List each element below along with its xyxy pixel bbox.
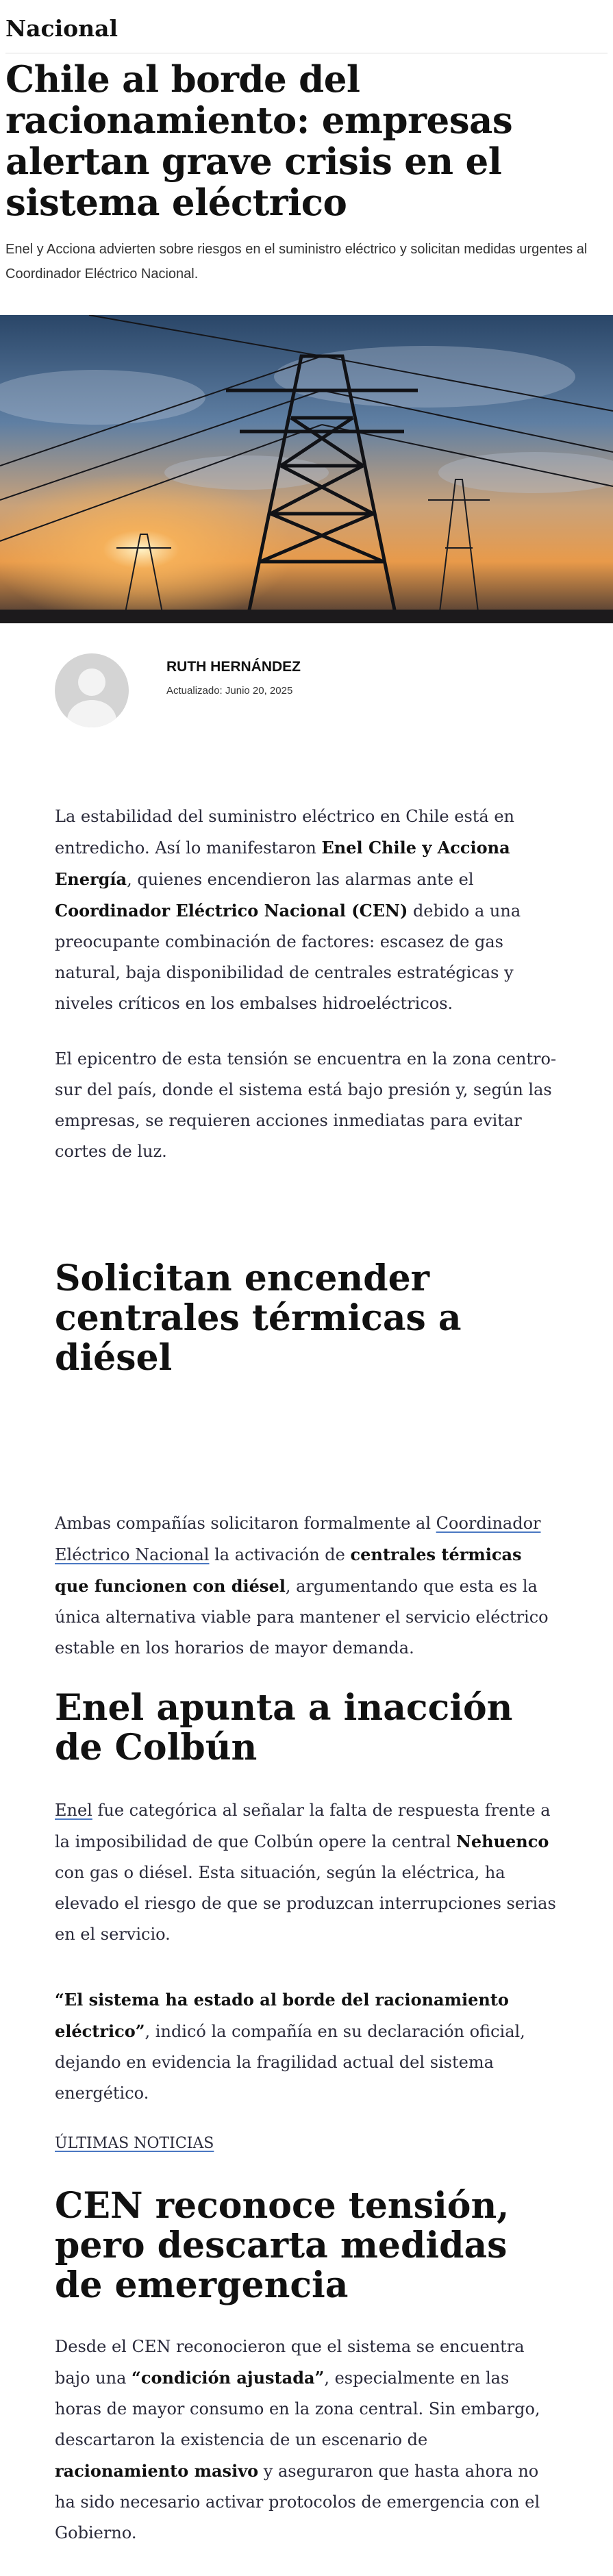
paragraph-2: El epicentro de esta tensión se encuentra en la zona centro-sur del país, donde el sistema está bajo presión y, según las empresas, se requieren acciones inmediatas para evitar cortes de luz. (55, 1049, 557, 1161)
avatar-head-shape (78, 668, 105, 696)
subheading-colbun: Enel apunta a inacción de Colbún (55, 1687, 513, 1768)
link-coordinador[interactable]: Coordinador Eléctrico Nacional (55, 1514, 541, 1564)
byline (0, 623, 613, 747)
article-body (0, 801, 613, 2549)
hero-image (0, 315, 613, 623)
avatar (55, 653, 129, 727)
bold-centrales: centrales térmicas que funcionen con diésel (55, 1545, 522, 1596)
subheading-diesel: Solicitan encender centrales térmicas a diésel (55, 1258, 462, 1379)
bold-racionamiento: racionamiento masivo (55, 2461, 259, 2481)
latest-news-link[interactable]: ÚLTIMAS NOTICIAS (55, 2135, 214, 2152)
paragraph-4: Enel fue categórica al señalar la falta de respuesta frente a la imposibilidad de que Colbún opere la central Nehuenco con gas o diésel. Esta situación, según la eléctrica, ha elevado el riesgo de que se produzcan interrupciones serias en el servicio. (55, 1801, 556, 1944)
bold-companies: Enel Chile y Acciona Energía (55, 838, 510, 889)
paragraph-1: La estabilidad del suministro eléctrico en Chile está en entredicho. Así lo manifestaron Enel Chile y Acciona Energía, quienes encendieron las alarmas ante el Coordinador Eléctrico Nacional (CEN) debido a una preocupante combinación de factores: escasez de gas natural, baja disponibilidad de centrales estratégicas y niveles críticos en los embalses hidroeléctricos. (55, 807, 521, 1013)
author-name[interactable]: RUTH HERNÁNDEZ (166, 659, 301, 675)
paragraph-6: Desde el CEN reconocieron que el sistema se encuentra bajo una “condición ajustada”, especialmente en las horas de mayor consumo en la zona central. Sin embargo, descartaron la existencia de un escenario de racionamiento masivo y aseguraron que hasta ahora no ha sido necesario activar protocolos de emergencia con el Gobierno. (55, 2337, 540, 2542)
paragraph-5-quote: “El sistema ha estado al borde del racionamiento eléctrico”, indicó la compañía en su declaración oficial, dejando en evidencia la fragilidad actual del sistema energético. (55, 1990, 525, 2103)
bold-condicion: “condición ajustada” (132, 2368, 325, 2388)
paragraph-3: Ambas compañías solicitaron formalmente al Coordinador Eléctrico Nacional la activación de centrales térmicas que funcionen con diésel, argumentando que esta es la única alternativa viable para mantener el servicio eléctrico estable en los horarios de mayor demanda. (55, 1514, 549, 1658)
section-label[interactable]: Nacional (5, 0, 608, 53)
page-title: Chile al borde del racionamiento: empresas alertan grave crisis en el sistema eléctrico (5, 58, 513, 224)
bold-nehuenco: Nehuenco (455, 1831, 549, 1851)
bold-cen: Coordinador Eléctrico Nacional (CEN) (55, 901, 408, 921)
avatar-body-shape (67, 700, 116, 727)
subheading-cen: CEN reconoce tensión, pero descarta medidas de emergencia (55, 2185, 510, 2306)
updated-date: Actualizado: Junio 20, 2025 (166, 685, 293, 697)
article-header (0, 0, 613, 286)
article-dek: Enel y Acciona advierten sobre riesgos en el suministro eléctrico y solicitan medidas urgentes al Coordinador Eléctrico Nacional. (5, 242, 588, 282)
power-tower-sunset-photo (0, 315, 613, 623)
bold-quote: “El sistema ha estado al borde del racionamiento eléctrico” (55, 1990, 509, 2041)
link-enel[interactable]: Enel (55, 1801, 92, 1820)
